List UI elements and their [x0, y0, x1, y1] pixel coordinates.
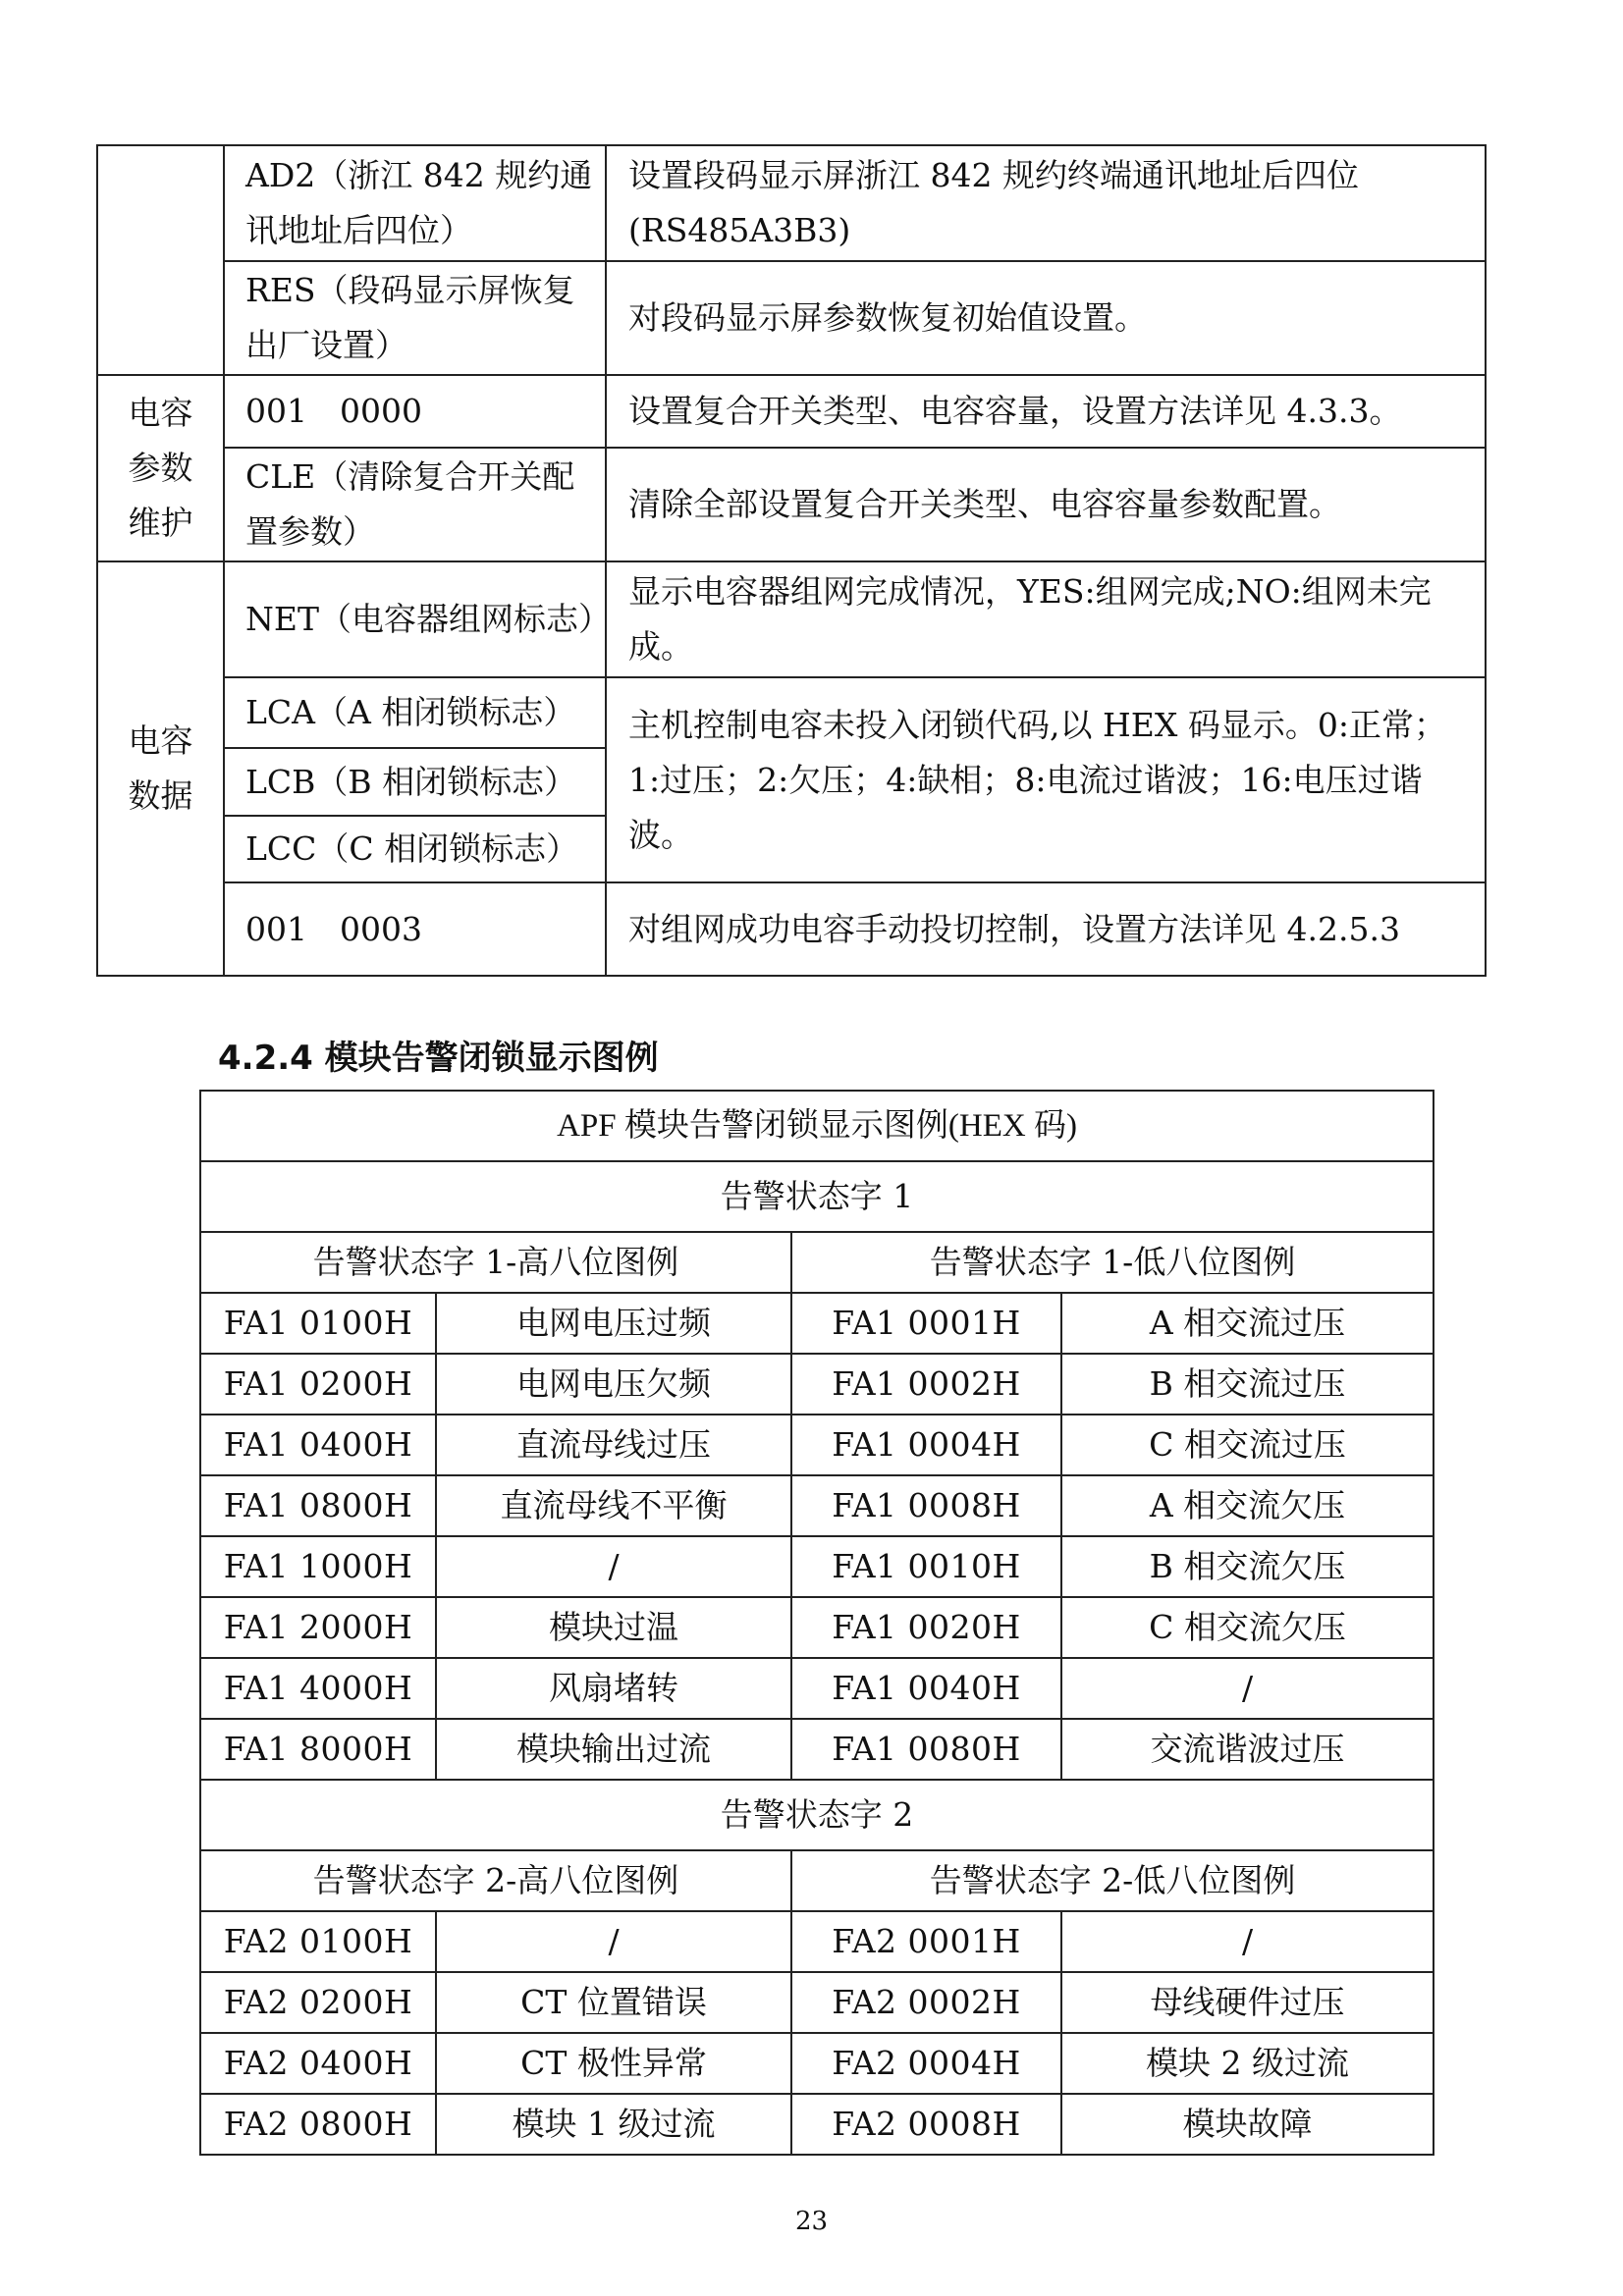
low-code-cell: FA1 0040H: [791, 1658, 1061, 1719]
table-row: [200, 1911, 1434, 1972]
high-code-cell: FA1 0400H: [200, 1415, 436, 1475]
category-cell-empty: [97, 145, 224, 375]
low-meaning-cell: A 相交流过压: [1061, 1293, 1434, 1354]
high-meaning-cell: /: [436, 1536, 791, 1597]
low-byte-header: 告警状态字 2-低八位图例: [791, 1850, 1434, 1911]
desc-cell: 设置复合开关类型、电容容量，设置方法详见 4.3.3。: [606, 375, 1486, 448]
high-code-cell: FA1 2000H: [200, 1597, 436, 1658]
low-meaning-cell: B 相交流欠压: [1061, 1536, 1434, 1597]
low-code-cell: FA2 0001H: [791, 1911, 1061, 1972]
high-code-cell: FA1 0800H: [200, 1475, 436, 1536]
low-meaning-cell: 模块 2 级过流: [1061, 2033, 1434, 2094]
low-code-cell: FA2 0002H: [791, 1972, 1061, 2033]
high-code-cell: FA1 4000H: [200, 1658, 436, 1719]
high-code-cell: FA2 0400H: [200, 2033, 436, 2094]
high-code-cell: FA1 0200H: [200, 1354, 436, 1415]
category-cell: 电容参数维护: [97, 375, 224, 561]
table-row: [200, 2033, 1434, 2094]
section-heading: 4.2.4 模块告警闭锁显示图例: [218, 1039, 659, 1078]
item-cell: RES（段码显示屏恢复出厂设置）: [224, 261, 606, 375]
item-cell: AD2（浙江 842 规约通讯地址后四位）: [224, 145, 606, 261]
low-byte-header: 告警状态字 1-低八位图例: [791, 1232, 1434, 1293]
table-row: [97, 677, 1486, 748]
low-code-cell: FA2 0008H: [791, 2094, 1061, 2155]
category-cell: 电容数据: [97, 561, 224, 976]
desc-cell: 主机控制电容未投入闭锁代码,以 HEX 码显示。0:正常；1:过压；2:欠压；4:缺相；8:电流过谐波；16:电压过谐波。: [606, 677, 1486, 882]
item-cell: LCA（A 相闭锁标志）: [224, 677, 606, 748]
table-row: [200, 1293, 1434, 1354]
high-meaning-cell: CT 位置错误: [436, 1972, 791, 2033]
table-row: [200, 1354, 1434, 1415]
high-meaning-cell: 模块输出过流: [436, 1719, 791, 1780]
low-code-cell: FA1 0004H: [791, 1415, 1061, 1475]
item-cell: LCB（B 相闭锁标志）: [224, 748, 606, 816]
high-meaning-cell: CT 极性异常: [436, 2033, 791, 2094]
desc-cell: 对组网成功电容手动投切控制，设置方法详见 4.2.5.3: [606, 882, 1486, 976]
group-header-row: [200, 1232, 1434, 1293]
item-cell: 001 0000: [224, 375, 606, 448]
item-cell: LCC（C 相闭锁标志）: [224, 816, 606, 882]
high-code-cell: FA1 0100H: [200, 1293, 436, 1354]
low-code-cell: FA2 0004H: [791, 2033, 1061, 2094]
high-meaning-cell: 电网电压过频: [436, 1293, 791, 1354]
desc-cell: 设置段码显示屏浙江 842 规约终端通讯地址后四位(RS485A3B3): [606, 145, 1486, 261]
table-row: [97, 261, 1486, 375]
low-code-cell: FA1 0080H: [791, 1719, 1061, 1780]
table-row: [200, 1536, 1434, 1597]
low-code-cell: FA1 0001H: [791, 1293, 1061, 1354]
table-row: [97, 561, 1486, 677]
high-meaning-cell: 直流母线过压: [436, 1415, 791, 1475]
high-meaning-cell: 直流母线不平衡: [436, 1475, 791, 1536]
desc-cell: 清除全部设置复合开关类型、电容容量参数配置。: [606, 448, 1486, 561]
low-meaning-cell: 交流谐波过压: [1061, 1719, 1434, 1780]
low-meaning-cell: /: [1061, 1658, 1434, 1719]
table-title-row: [200, 1091, 1434, 1161]
desc-cell: 显示电容器组网完成情况，YES:组网完成;NO:组网未完成。: [606, 561, 1486, 677]
low-code-cell: FA1 0002H: [791, 1354, 1061, 1415]
item-cell: 001 0003: [224, 882, 606, 976]
high-meaning-cell: 模块过温: [436, 1597, 791, 1658]
high-code-cell: FA2 0800H: [200, 2094, 436, 2155]
group-name: 告警状态字 2: [200, 1780, 1434, 1850]
high-code-cell: FA1 1000H: [200, 1536, 436, 1597]
table-title: APF 模块告警闭锁显示图例(HEX 码): [200, 1091, 1434, 1161]
low-meaning-cell: A 相交流欠压: [1061, 1475, 1434, 1536]
item-cell: NET（电容器组网标志）: [224, 561, 606, 677]
high-byte-header: 告警状态字 1-高八位图例: [200, 1232, 791, 1293]
low-meaning-cell: /: [1061, 1911, 1434, 1972]
table-row: [97, 145, 1486, 261]
low-code-cell: FA1 0010H: [791, 1536, 1061, 1597]
low-meaning-cell: 模块故障: [1061, 2094, 1434, 2155]
high-meaning-cell: 电网电压欠频: [436, 1354, 791, 1415]
alarm-legend-body: [200, 1161, 1434, 2155]
table-row: [97, 375, 1486, 448]
low-meaning-cell: C 相交流过压: [1061, 1415, 1434, 1475]
table-row: [97, 448, 1486, 561]
table-row: [200, 1658, 1434, 1719]
low-code-cell: FA1 0008H: [791, 1475, 1061, 1536]
table-row: [200, 1719, 1434, 1780]
table-row: [97, 882, 1486, 976]
high-byte-header: 告警状态字 2-高八位图例: [200, 1850, 791, 1911]
page-number: 23: [794, 2207, 829, 2236]
high-meaning-cell: 模块 1 级过流: [436, 2094, 791, 2155]
alarm-legend-table: [199, 1090, 1434, 2156]
high-meaning-cell: /: [436, 1911, 791, 1972]
high-code-cell: FA2 0200H: [200, 1972, 436, 2033]
desc-cell: 对段码显示屏参数恢复初始值设置。: [606, 261, 1486, 375]
low-code-cell: FA1 0020H: [791, 1597, 1061, 1658]
table-row: [200, 1972, 1434, 2033]
table-row: [200, 2094, 1434, 2155]
table-row: [200, 1475, 1434, 1536]
parameter-table: [96, 144, 1487, 977]
group-name-row: [200, 1161, 1434, 1232]
table-row: [200, 1415, 1434, 1475]
high-meaning-cell: 风扇堵转: [436, 1658, 791, 1719]
group-name-row: [200, 1780, 1434, 1850]
low-meaning-cell: 母线硬件过压: [1061, 1972, 1434, 2033]
high-code-cell: FA2 0100H: [200, 1911, 436, 1972]
group-header-row: [200, 1850, 1434, 1911]
group-name: 告警状态字 1: [200, 1161, 1434, 1232]
low-meaning-cell: B 相交流过压: [1061, 1354, 1434, 1415]
low-meaning-cell: C 相交流欠压: [1061, 1597, 1434, 1658]
item-cell: CLE（清除复合开关配置参数）: [224, 448, 606, 561]
high-code-cell: FA1 8000H: [200, 1719, 436, 1780]
table-row: [200, 1597, 1434, 1658]
